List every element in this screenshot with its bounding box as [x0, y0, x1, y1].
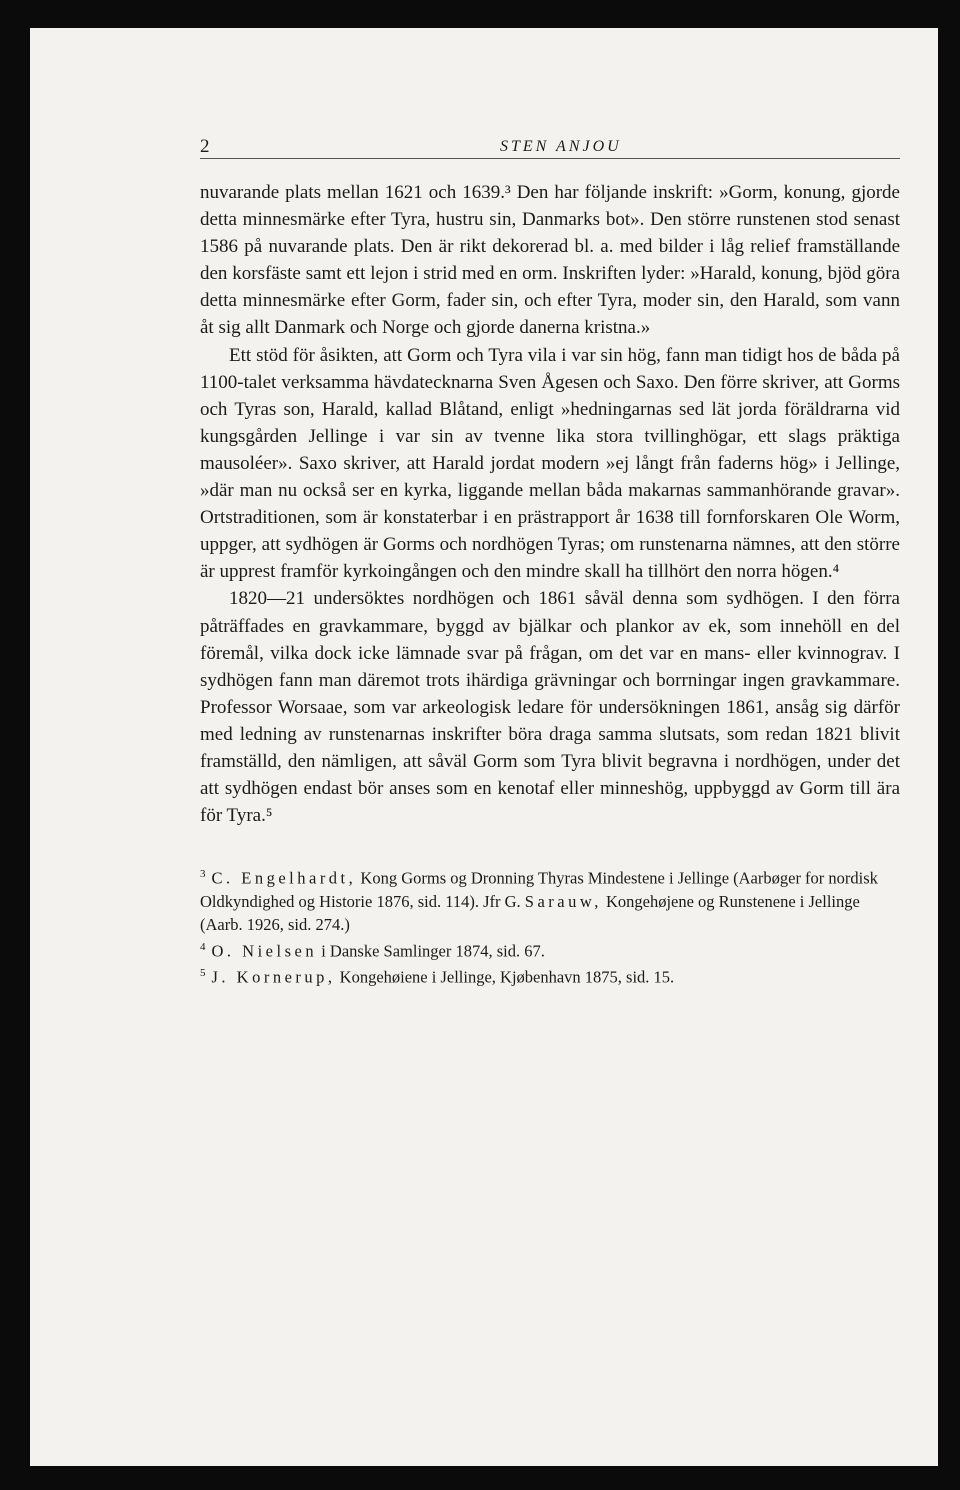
paragraph: 1820—21 undersöktes nordhögen och 1861 såväl denna som sydhögen. I den förra påträffades en gravkammare, byggd av bjälkar och plankor av ek, som innehöll en del föremål, vilka dock icke lämnade svar på frågan, om det var en mans- eller kvinnograv. I sydhögen fann man däremot trots ihärdiga grävningar och borrningar ingen gravkammare. Professor Worsaae, som var arkeologisk ledare för undersökningen 1861, ansåg sig därför med ledning av runstenarnas inskrifter böra draga samma slutsats, som redan 1821 blivit framställd, den nämligen, att såväl Gorm som Tyra blivit begravna i nordhögen, under det att sydhögen endast bör anses som en kenotaf eller minneshög, uppbyggd av Gorm till ära för Tyra.⁵	[200, 588, 900, 827]
footnote	[200, 936, 900, 963]
footnote-mark: 3	[200, 868, 206, 881]
running-head	[200, 136, 900, 159]
footnotes	[200, 863, 900, 989]
page-content	[200, 136, 900, 989]
paragraph: Ett stöd för åsikten, att Gorm och Tyra vila i var sin hög, fann man tidigt hos de båda på 1100-talet verksamma hävdatecknarna Sven Ågesen och Saxo. Den förre skriver, att Gorms och Tyras son, Harald, kallad Blåtand, enligt »hedningarnas sed lät jorda föräldrarna vid kungsgården Jellinge i var sin av tvenne lika stora tvillinghögar, ett slags präktiga mausoléer». Saxo skriver, att Harald jordat modern »ej långt från faderns hög» i Jellinge, »där man nu också ser en kyrka, liggande mellan båda makarnas sammanhörande gravar». Ortstraditionen, som är konstaterbar i en prästrapport år 1638 till fornforskaren Ole Worm, uppger, att sydhögen är Gorms och nordhögen Tyras; om runstenarna nämnes, att den större är upprest framför kyrkoingången och den mindre skall ha tillhört den norra högen.⁴	[200, 344, 900, 583]
footnote-mark: 5	[200, 967, 206, 980]
paragraph: nuvarande plats mellan 1621 och 1639.³ Den har följande inskrift: »Gorm, konung, gjorde detta minnesmärke efter Tyra, hustru sin, Danmarks bot». Den större runstenen stod senast 1586 på nuvarande plats. Den är rikt dekorerad bl. a. med bilder i låg relief framställande den korsfäste samt ett lejon i strid med en orm. Inskriften lyder: »Harald, konung, bjöd göra detta minnesmärke efter Gorm, fader sin, och efter Tyra, moder sin, den Harald, som vann åt sig allt Danmark och Norge och gjorde danerna kristna.»	[200, 182, 900, 339]
footnote	[200, 863, 900, 936]
footnote-author: C. Engelhardt,	[211, 868, 357, 888]
footnote-author: O. Nielsen	[211, 941, 318, 961]
footnote	[200, 962, 900, 989]
footnote-text: i Danske Samlinger 1874, sid. 67.	[317, 941, 545, 961]
footnote-mark: 4	[200, 940, 206, 953]
footnote-author: Sarauw,	[524, 891, 602, 911]
footnote-text: Kongehøjene og Runstenene i Jellinge (Aarb. 1926, sid. 274.)	[200, 891, 860, 934]
page-number: 2	[200, 136, 210, 157]
running-title: STEN ANJOU	[500, 138, 622, 155]
footnote-text: Kong Gorms og Dronning Thyras Mindestene i Jellinge (Aarbøger for nordisk Oldkyndighed og Historie 1876, sid. 114). Jfr G.	[200, 868, 878, 911]
footnote-author: J. Kornerup,	[211, 967, 336, 987]
footnote-text: Kongehøiene i Jellinge, Kjøbenhavn 1875, sid. 15.	[335, 967, 675, 987]
body-text	[200, 179, 900, 829]
page-sheet	[30, 28, 938, 1466]
